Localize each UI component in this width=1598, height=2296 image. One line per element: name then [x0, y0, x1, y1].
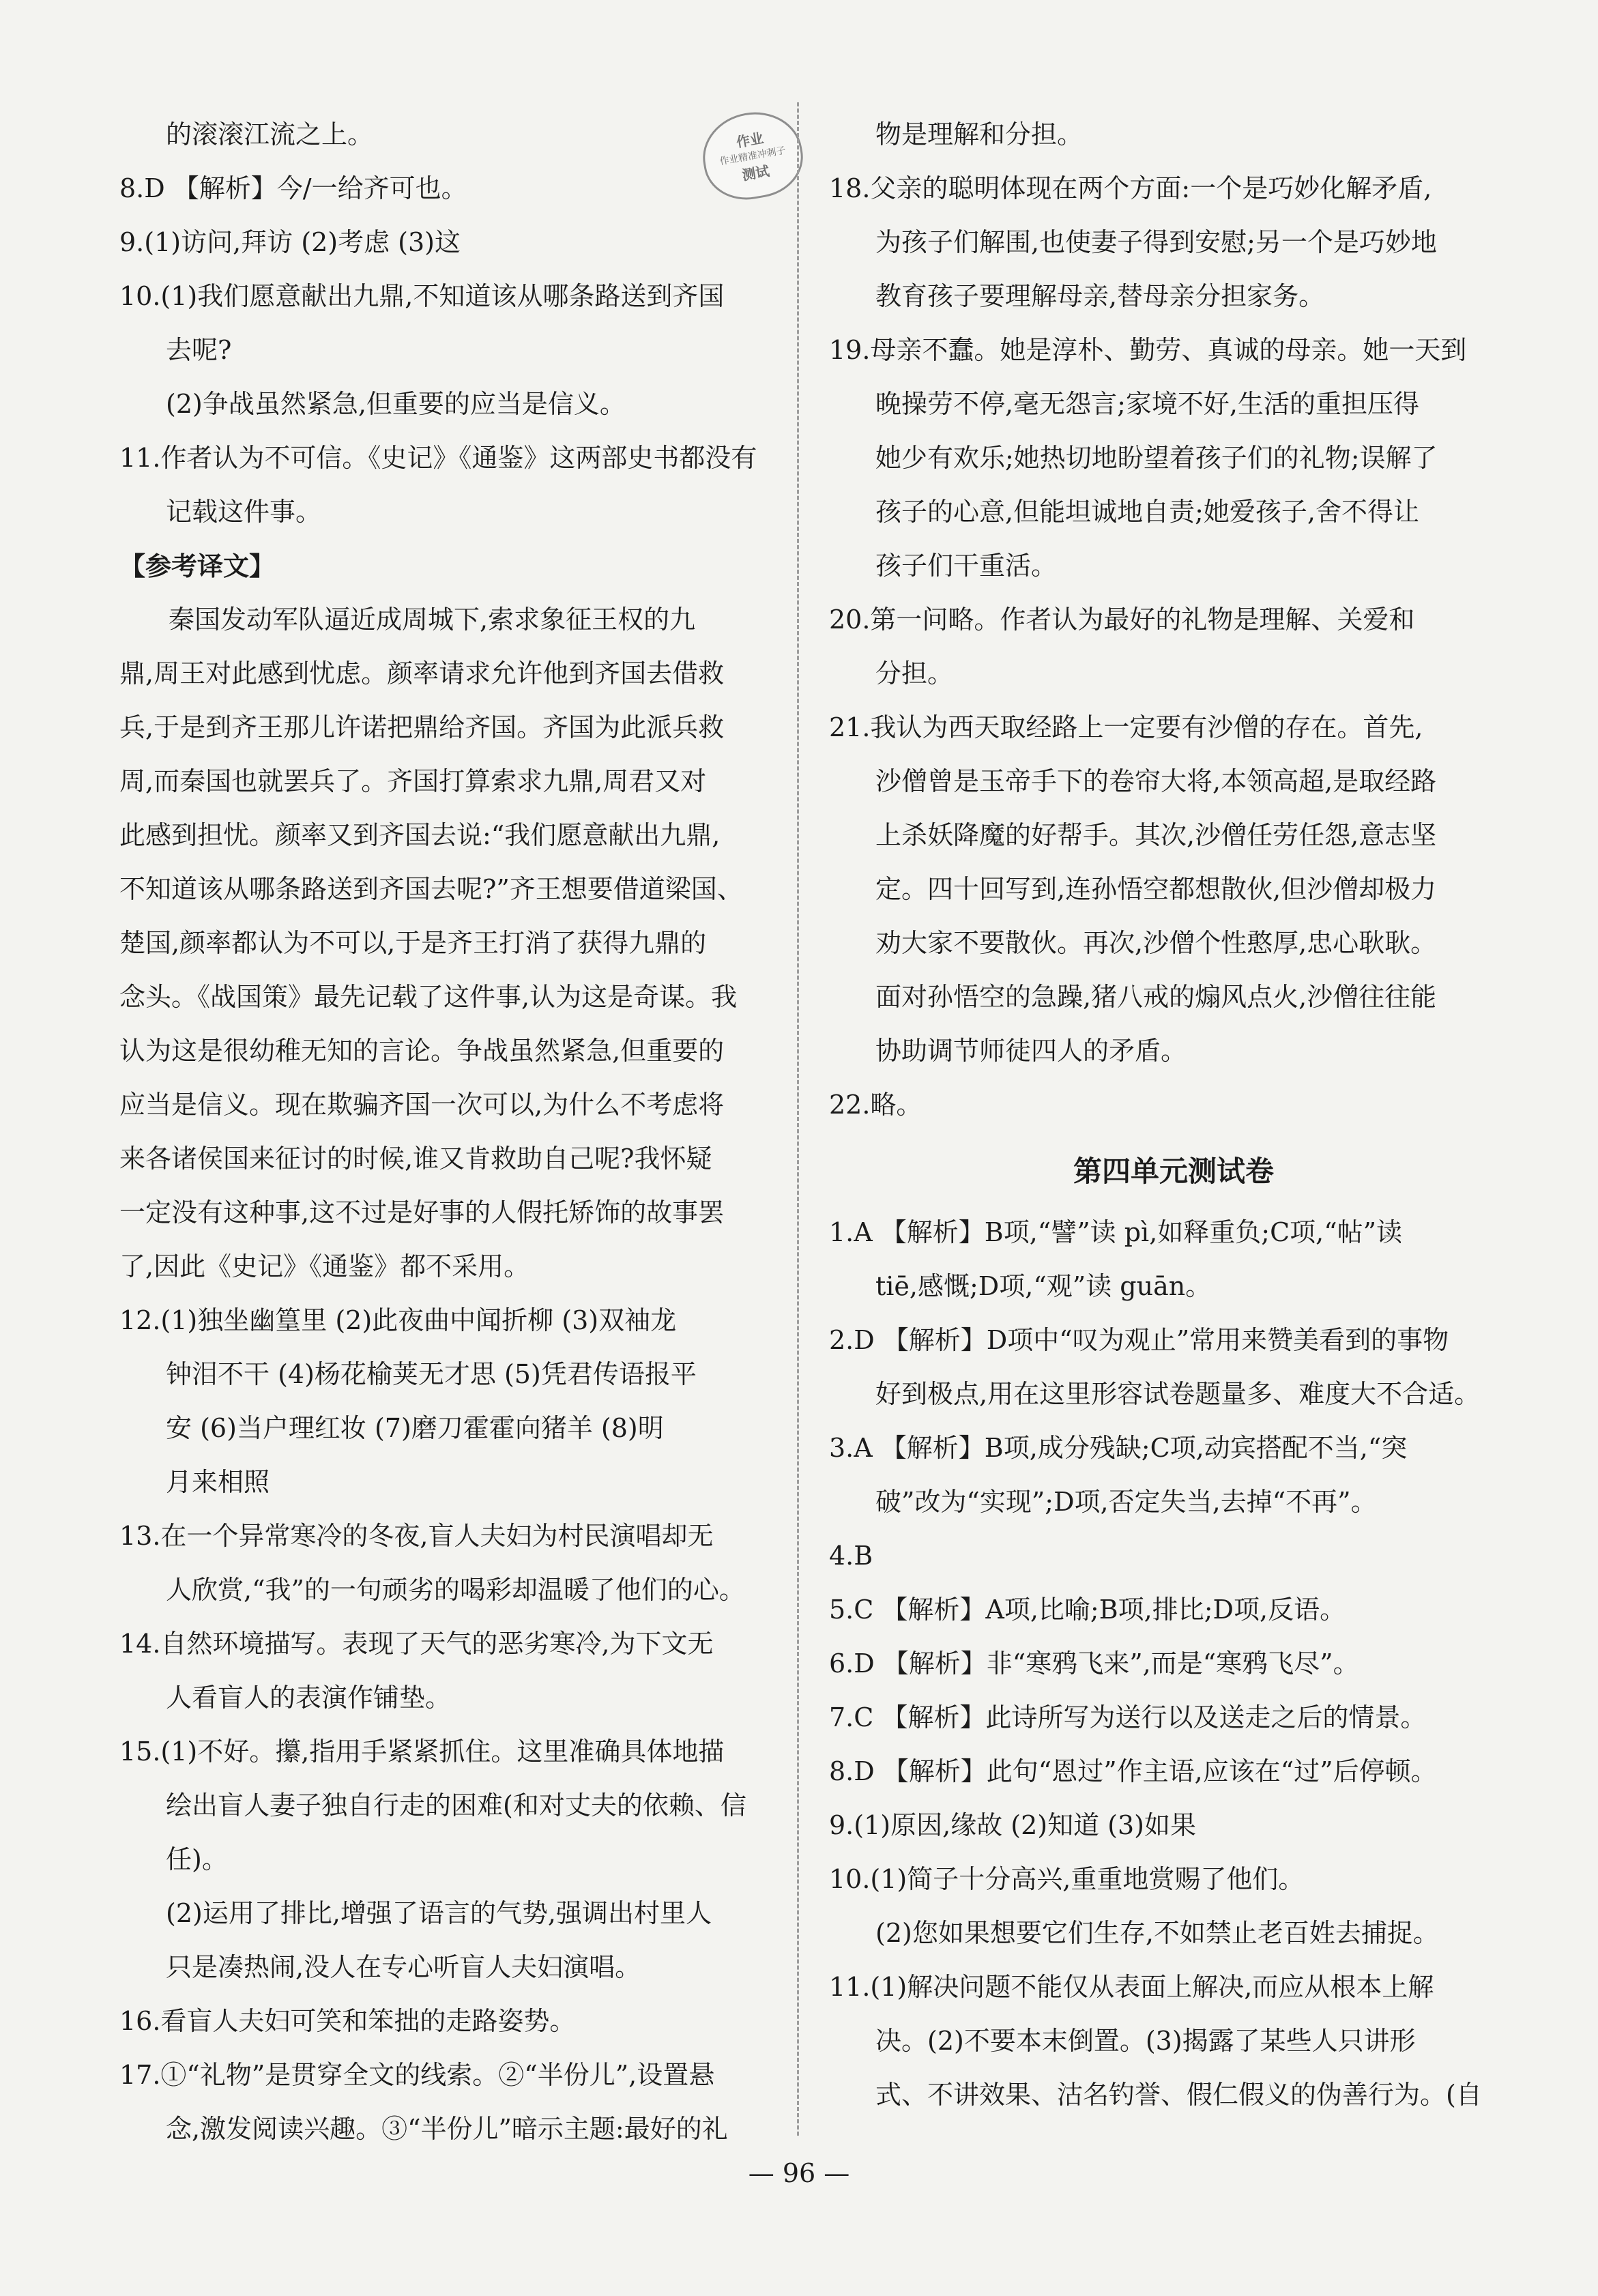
text-line: 好到极点,用在这里形容试卷题量多、难度大不合适。	[875, 1379, 1481, 1409]
text-line: 周,而秦国也就罢兵了。齐国打算索求九鼎,周君又对	[119, 766, 707, 796]
stamp-line-2: 作业精准冲刺子	[718, 145, 787, 168]
text-line: 去呢?	[166, 335, 232, 365]
text-line: 晚操劳不停,毫无怨言;家境不好,生活的重担压得	[875, 389, 1419, 419]
text-line: 8.D 【解析】今/一给齐可也。	[119, 173, 467, 203]
text-line: 9.(1)访问,拜访 (2)考虑 (3)这	[119, 227, 461, 257]
text-line: 鼎,周王对此感到忧虑。颜率请求允许他到齐国去借救	[119, 658, 725, 688]
text-line: 孩子的心意,但能坦诚地自责;她爱孩子,舍不得让	[875, 497, 1419, 527]
text-line: 11.(1)解决问题不能仅从表面上解决,而应从根本上解	[829, 1972, 1434, 2002]
right-column	[829, 108, 1518, 2122]
text-line: 沙僧曾是玉帝手下的卷帘大将,本领高超,是取经路	[875, 766, 1437, 796]
text-line: 的滚滚江流之上。	[166, 119, 374, 149]
text-line: 决。(2)不要本末倒置。(3)揭露了某些人只讲形	[875, 2026, 1416, 2056]
text-line: 安 (6)当户理红妆 (7)磨刀霍霍向猪羊 (8)明	[166, 1413, 664, 1443]
text-line: 3.A 【解析】B项,成分残缺;C项,动宾搭配不当,“突	[829, 1433, 1408, 1463]
text-line: 式、不讲效果、沽名钓誉、假仁假义的伪善行为。(自	[875, 2080, 1482, 2110]
text-line: 1.A 【解析】B项,“譬”读 pì,如释重负;C项,“帖”读	[829, 1217, 1403, 1247]
text-line: 14.自然环境描写。表现了天气的恶劣寒冷,为下文无	[119, 1629, 714, 1659]
text-line: 记载这件事。	[166, 497, 322, 527]
text-line: 10.(1)简子十分高兴,重重地赏赐了他们。	[829, 1864, 1305, 1894]
right-answers-continued	[829, 108, 1518, 1132]
text-line: 来各诸侯国来征讨的时候,谁又肯救助自己呢?我怀疑	[119, 1144, 712, 1174]
stamp-line-1: 作业	[735, 130, 765, 151]
text-line: 18.父亲的聪明体现在两个方面:一个是巧妙化解矛盾,	[829, 173, 1432, 203]
text-line: 任)。	[166, 1844, 228, 1874]
text-line: (2)运用了排比,增强了语言的气势,强调出村里人	[166, 1898, 712, 1928]
text-line: 不知道该从哪条路送到齐国去呢?”齐王想要借道梁国、	[119, 874, 743, 904]
text-line: 为孩子们解围,也使妻子得到安慰;另一个是巧妙地	[875, 227, 1437, 257]
text-line: 19.母亲不蠢。她是淳朴、勤劳、真诚的母亲。她一天到	[829, 335, 1467, 365]
text-line: 上杀妖降魔的好帮手。其次,沙僧任劳任怨,意志坚	[875, 820, 1437, 850]
text-line: tiē,感慨;D项,“观”读 guān。	[875, 1271, 1212, 1301]
text-line: 了,因此《史记》《通鉴》都不采用。	[119, 1251, 530, 1281]
text-line: 【参考译文】	[119, 551, 276, 581]
text-line: 20.第一问略。作者认为最好的礼物是理解、关爱和	[829, 605, 1415, 635]
text-line: 念头。《战国策》最先记载了这件事,认为这是奇谋。我	[119, 982, 738, 1012]
text-line: 2.D 【解析】D项中“叹为观止”常用来赞美看到的事物	[829, 1325, 1449, 1355]
text-line: 人看盲人的表演作铺垫。	[166, 1683, 452, 1713]
text-line: 11.作者认为不可信。《史记》《通鉴》这两部史书都没有	[119, 443, 757, 473]
text-line: (2)争战虽然紧急,但重要的应当是信义。	[166, 389, 626, 419]
text-line: 7.C 【解析】此诗所写为送行以及送走之后的情景。	[829, 1702, 1427, 1732]
page-number: — 96 —	[748, 2158, 850, 2188]
text-line: 孩子们干重活。	[875, 551, 1058, 581]
text-line: 8.D 【解析】此句“恩过”作主语,应该在“过”后停顿。	[829, 1756, 1437, 1786]
text-line: 物是理解和分担。	[875, 119, 1084, 149]
text-line: (2)您如果想要它们生存,不如禁止老百姓去捕捉。	[875, 1918, 1439, 1948]
text-line: 面对孙悟空的急躁,猪八戒的煽风点火,沙僧往往能	[875, 982, 1437, 1012]
text-line: 21.我认为西天取经路上一定要有沙僧的存在。首先,	[829, 712, 1423, 742]
text-line: 她少有欢乐;她热切地盼望着孩子们的礼物;误解了	[875, 443, 1438, 473]
column-divider	[797, 102, 799, 2136]
text-line: 13.在一个异常寒冷的冬夜,盲人夫妇为村民演唱却无	[119, 1521, 714, 1551]
right-answers-unit4	[829, 1206, 1518, 2122]
text-line: 17.①“礼物”是贯穿全文的线索。②“半份儿”,设置悬	[119, 2060, 715, 2090]
text-line: 此感到担忧。颜率又到齐国去说:“我们愿意献出九鼎,	[119, 820, 721, 850]
left-column	[119, 108, 809, 2156]
text-line: 教育孩子要理解母亲,替母亲分担家务。	[875, 281, 1325, 311]
text-line: 认为这是很幼稚无知的言论。争战虽然紧急,但重要的	[119, 1036, 725, 1066]
text-line: 15.(1)不好。攥,指用手紧紧抓住。这里准确具体地描	[119, 1736, 725, 1767]
stamp-line-3: 测试	[740, 162, 771, 184]
text-line: 6.D 【解析】非“寒鸦飞来”,而是“寒鸦飞尽”。	[829, 1648, 1359, 1679]
text-line: 分担。	[875, 658, 954, 688]
text-line: 一定没有这种事,这不过是好事的人假托矫饰的故事罢	[119, 1197, 725, 1227]
text-line: 10.(1)我们愿意献出九鼎,不知道该从哪条路送到齐国	[119, 281, 725, 311]
text-line: 兵,于是到齐王那儿许诺把鼎给齐国。齐国为此派兵救	[119, 712, 725, 742]
text-line: 22.略。	[829, 1090, 923, 1120]
text-line: 应当是信义。现在欺骗齐国一次可以,为什么不考虑将	[119, 1090, 725, 1120]
text-line: 人欣赏,“我”的一句顽劣的喝彩却温暖了他们的心。	[166, 1575, 745, 1605]
text-line: 钟泪不干 (4)杨花榆荚无才思 (5)凭君传语报平	[166, 1359, 697, 1389]
text-line: 劝大家不要散伙。再次,沙僧个性憨厚,忠心耿耿。	[875, 928, 1437, 958]
text-line: 破”改为“实现”;D项,否定失当,去掉“不再”。	[875, 1487, 1377, 1517]
text-line: 定。四十回写到,连孙悟空都想散伙,但沙僧却极力	[875, 874, 1437, 904]
text-line: 念,激发阅读兴趣。③“半份儿”暗示主题:最好的礼	[166, 2114, 728, 2144]
text-line: 5.C 【解析】A项,比喻;B项,排比;D项,反语。	[829, 1595, 1346, 1625]
section-title: 第四单元测试卷	[1073, 1154, 1274, 1188]
text-line: 9.(1)原因,缘故 (2)知道 (3)如果	[829, 1810, 1196, 1840]
text-line: 12.(1)独坐幽篁里 (2)此夜曲中闻折柳 (3)双袖龙	[119, 1305, 677, 1335]
text-line: 月来相照	[166, 1467, 270, 1497]
text-line: 只是凑热闹,没人在专心听盲人夫妇演唱。	[166, 1952, 641, 1982]
text-line: 楚国,颜率都认为不可以,于是齐王打消了获得九鼎的	[119, 928, 707, 958]
text-line: 协助调节师徒四人的矛盾。	[875, 1036, 1187, 1066]
text-line: 绘出盲人妻子独自行走的困难(和对丈夫的依赖、信	[166, 1790, 746, 1820]
text-line: 16.看盲人夫妇可笑和笨拙的走路姿势。	[119, 2006, 576, 2036]
text-line: 4.B	[829, 1541, 873, 1571]
text-line: 秦国发动军队逼近成周城下,索求象征王权的九	[169, 605, 696, 635]
